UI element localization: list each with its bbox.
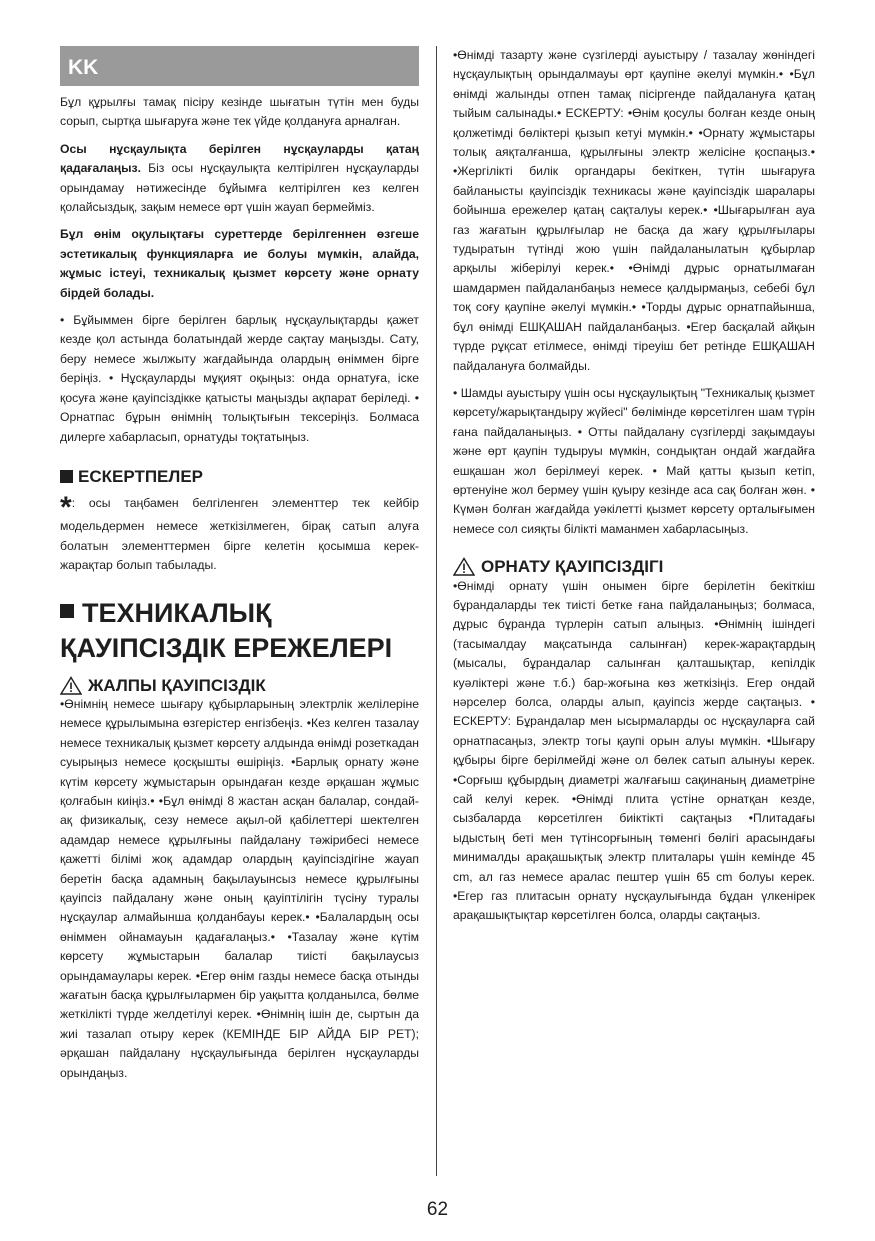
square-bullet-icon	[60, 604, 74, 618]
instructions-rest: Біз осы нұсқаулықта келтірілген нұсқауларды орындамау нәтижесінде бұйымға келтірілген кез келген қолайсыздық, зақым немесе өрт үшін жауап бермейміз.	[60, 161, 419, 215]
star-note-text: : осы таңбамен белгіленген элементтер тек кейбір модельдермен немесе жеткізілмеген, бірақ сатып алуға болатын элементтермен бірге келетін қосымша керек-жарақтар болып табылады.	[60, 496, 419, 573]
right-column	[453, 46, 815, 934]
notes-heading-text: ЕСКЕРТПЕЛЕР	[78, 466, 203, 486]
square-bullet-icon	[60, 470, 73, 483]
column-divider	[436, 46, 437, 1176]
aesthetic-note: Бұл өнім оқулықтағы суреттерде берілгеннен өзгеше эстетикалық функцияларға ие болуы мүмкін, алайда, жұмыс істеуі, техникалық қызмет көрсету және орнату бірдей болады.	[60, 227, 419, 300]
star-note-paragraph	[60, 491, 419, 575]
installation-safety-heading	[453, 557, 815, 576]
general-safety-heading	[60, 676, 419, 695]
installation-safety-text: •Өнімді орнату үшін онымен бірге берілетін бекіткіш бұрандаларды тек тиісті бетке ғана пайдаланыңыз; болмаса, дұрыс бұранда түрлерін сатып алыңыз. •Өнімнің ішіндегі (тасымалдау мақсатында салынған) керек-жарақтардың (мысалы, бұрандалар салынған қалташықтар, кепілдік куәліктері және т.б.) бар-жоғына көз жеткізіңіз. Егер ондай нәрселер болса, оларды алып, қауіпсіз жерде сақтаңыз. • ЕСКЕРТУ: Бұрандалар мен ысырмаларды ос нұсқауларға сай орнатпасаңыз, электр тогы қаупі орын алуы мүмкін. •Шығару құбыры бірге берілмейді және ол бөлек сатып алынуы керек. •Сорғыш құбырдың диаметрі жалғағыш сақинаның диаметріне сай келуі керек. •Өнімді плита үстіне орнатқан кезде, сызбаларда көрсетілген биіктікті сақтаңыз •Плитадағы ыдыстың беті мен түтінсорғының төменгі бөлігі арасындағы минималды арақашықтық электр плиталары үшін кемінде 45 cm, ал газ немесе аралас пештер үшін 65 cm болуы керек. •Егер газ плитасын орнату нұсқаулығында бұдан үлкенірек арақашықтықтар көрсетілген болса, оларды сақтаңыз.	[453, 578, 815, 923]
installation-safety-heading-text: ОРНАТУ ҚАУІПСІЗДІГІ	[481, 557, 664, 577]
language-code-bar: KK	[60, 46, 419, 86]
page-number: 62	[426, 1199, 449, 1220]
keep-instructions-paragraph: • Бұйыммен бірге берілген барлық нұсқаулықтарды қажет кезде қол астында болатындай жерде сақтау маңызды. Сату, беру немесе жылжыту жағдайында олардың өніммен бірге беріңіз. • Нұсқауларды мұқият оқыңыз: онда орнатуға, іске қосуға және қауіпсіздікке қатысты маңызды ақпарат беріледі. • Орнатпас бұрын өнімнің толықтығын тексеріңіз. Болмаса дилерге хабарласып, орнатуды тоқтатыңыз.	[60, 313, 419, 444]
instructions-bold: Осы нұсқаулықта берілген нұсқауларды қатаң қадағалаңыз.	[60, 141, 419, 176]
notes-heading	[60, 467, 419, 486]
intro-paragraph: Бұл құрылғы тамақ пісіру кезінде шығатын түтін мен буды сорып, сыртқа шығаруға және тек үйде қолдануға арналған.	[60, 95, 419, 129]
technical-safety-heading	[60, 596, 419, 666]
general-safety-text: •Өнімнің немесе шығару құбырларының электрлік желілеріне немесе құрылымына өзгерістер енгізбеңіз. •Кез келген тазалау немесе техникалық қызмет көрсету алдында өнімді розеткадан суырыңыз немесе қосқышты өшіріңіз. •Барлық орнату және күтім көрсету жұмыстарын орындаған кезде әрқашан жұмыс қолғабын киіңіз.• •Бұл өнімді 8 жастан асқан балалар, сондай-ақ физикалық, сезу немесе ақыл-ой қабілеттері шектелген адамдар немесе құрылғыны пайдалану тәжірибесі немесе қажетті білімі жоқ адамдар олардың қауіпсіздігіне жауап беретін басқа адамның бақылауынсыз немесе құрылғыны қауіпсіз пайдалану және оның қауіптілігін түсіну туралы нұсқаулар алмайынша қолданбауы керек.• •Балалардың осы өніммен ойнамауын қадағалаңыз.• •Тазалау және күтім көрсету жұмыстарын балалар тиісті бақылаусыз орындамаулары керек. •Егер өнім газды немесе басқа отынды жағатын басқа құрылғылармен бір уақытта қолданылса, бөлме жеткілікті түрде желдетілуі керек. •Өнімнің ішін де, сыртын да жиі тазалап отыру керек (КЕМІНДЕ БІР АЙДА БІР РЕТ); әрқашан пайдалану нұсқаулығында берілген нұсқауларды орындаңыз.	[60, 696, 419, 1080]
lamp-replacement-paragraph: • Шамды ауыстыру үшін осы нұсқаулықтың "Техникалық қызмет көрсету/жарықтандыру жүйесі" бөлімінде көрсетілген шам түрін ғана пайдаланыңыз. • Отты пайдалану сүзгілерді зақымдауы және өрт қаупін тудыруы мүмкін, сондықтан ондай жағдайға ешқашан жол берілмеуі керек. • Май қатты қызып кетіп, өртенуіне жол бермеу үшін қуыру кезінде аса сақ болған жөн. • Күмән болған жағдайда уәкілетті қызмет көрсету орталығымен немесе сол сияқты білікті маманмен хабарласыңыз.	[453, 385, 815, 536]
instructions-paragraph	[60, 140, 419, 218]
general-safety-continued: •Өнімді тазарту және сүзгілерді ауыстыру / тазалау жөніндегі нұсқаулықтың орындалмауы өрт қаупіне әкелуі мүмкін.• •Бұл өнімді жалынды отпен тамақ пісіргенде пайдалануға қатаң тыйым салынады.• ЕСКЕРТУ: •Өнім қосулы болған кезде оның қолжетімді бөліктері қызып кетуі мүмкін.• •Орнату жұмыстары толық аяқталғанша, құрылғыны электр желісіне қоспаңыз.• •Жергілікті билік органдары бекіткен, түтін шығаруға байланысты қауіпсіздік техникасы және қауіпсіздік шаралары бойынша ережелер қатаң сақталуы керек.• •Шығарылған ауа газ жағатын құрылғылар не басқа да жағу құрылғылары тудыратын түтінді жою үшін пайдаланылатын құбырлар арқылы жіберілуі керек.• •Өнімді дұрыс орнатылмаған шамдармен пайдаланбаңыз немесе қалдырмаңыз, себебі бұл тоқ соғу қаупіне әкелуі мүмкін.• •Торды дұрыс орнатпайынша, бұл өнімді ЕШҚАШАН пайдаланбаңыз. •Егер басқалай айқын түрде рұқсат етілмесе, өнімді тіреуіш бет ретінде ЕШҚАШАН пайдалануға болмайды.	[453, 48, 815, 373]
general-safety-heading-text: ЖАЛПЫ ҚАУІПСІЗДІК	[88, 675, 266, 695]
asterisk-icon: *	[60, 491, 72, 525]
warning-triangle-icon	[453, 557, 475, 576]
technical-safety-heading-text: ТЕХНИКАЛЫҚ ҚАУІПСІЗДІК ЕРЕЖЕЛЕРІ	[60, 597, 393, 663]
warning-triangle-icon	[60, 676, 82, 695]
left-column	[60, 46, 419, 1091]
